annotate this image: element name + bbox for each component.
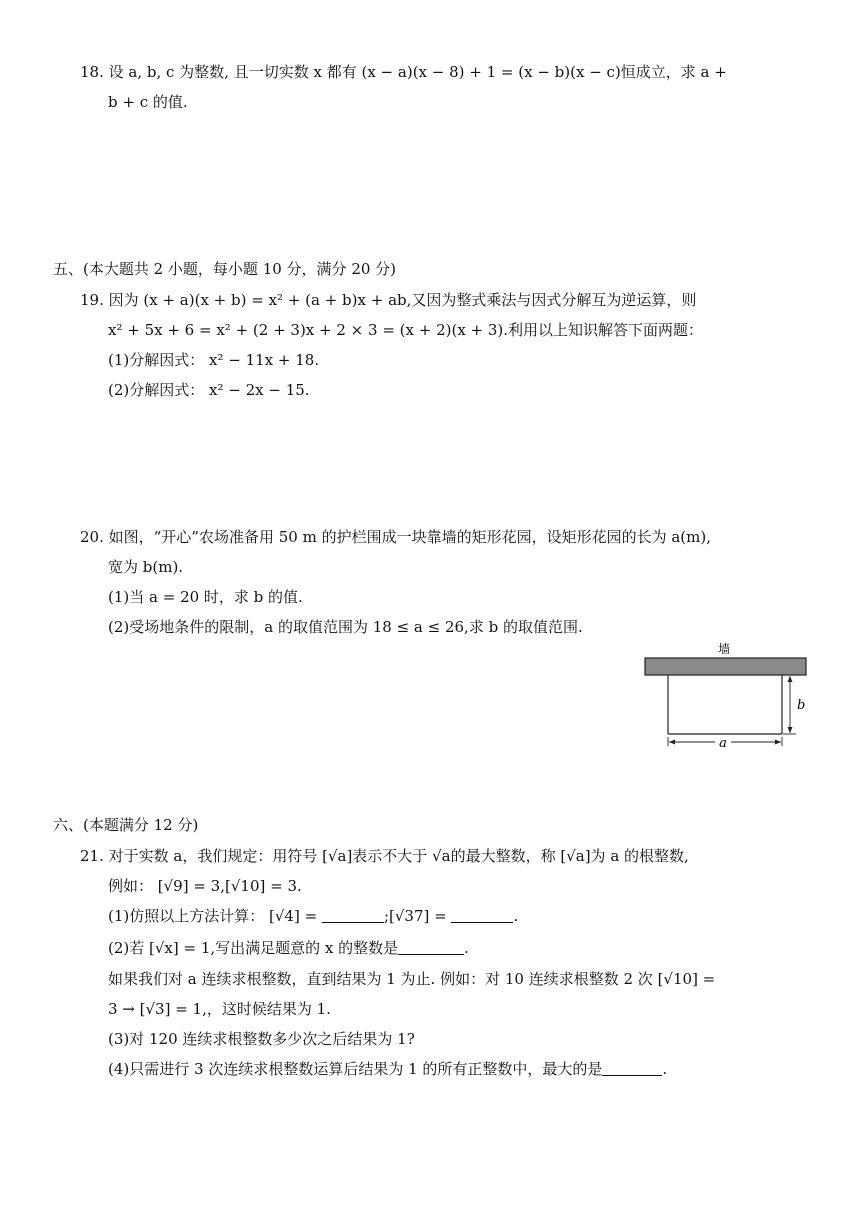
q20-line2: 宽为 b(m).	[108, 558, 184, 576]
q18-line1: 18. 设 a, b, c 为整数, 且一切实数 x 都有 (x − a)(x − 8) + 1 = (x − b)(x − c)恒成立，求 a +	[80, 63, 727, 81]
q19-line2: x² + 5x + 6 = x² + (2 + 3)x + 2 × 3 = (x + 2)(x + 3).利用以上知识解答下面两题：	[108, 321, 704, 339]
q21-para1: 如果我们对 a 连续求根整数，直到结果为 1 为止. 例如：对 10 连续求根整数 2 次 [√10] =	[108, 970, 716, 988]
q21-part1-mid: ;[√37] =	[383, 907, 447, 925]
q21-part1-end: .	[513, 907, 519, 925]
a-arrow-right	[775, 740, 781, 745]
section6-heading: 六、(本题满分 12 分)	[53, 816, 199, 834]
q20-part1: (1)当 a = 20 时，求 b 的值.	[108, 588, 303, 606]
q21-part3: (3)对 120 连续求根整数多少次之后结果为 1?	[108, 1030, 415, 1048]
answer-blank-4[interactable]	[602, 1061, 662, 1076]
a-label: a	[719, 736, 727, 750]
q19-part1: (1)分解因式： x² − 11x + 18.	[108, 351, 320, 369]
b-label: b	[797, 698, 806, 713]
q21-part2-text: (2)若 [√x] = 1,写出满足题意的 x 的整数是	[108, 939, 399, 957]
q20-line1: 20. 如图，“开心”农场准备用 50 m 的护栏围成一块靠墙的矩形花园，设矩形花园的长为 a(m),	[80, 528, 711, 546]
wall-label: 墙	[717, 642, 731, 656]
answer-blank-2[interactable]	[451, 908, 513, 923]
answer-blank-1[interactable]	[322, 908, 384, 923]
q21-part2	[108, 938, 469, 958]
b-arrow-up	[788, 676, 793, 682]
garden-figure	[640, 640, 810, 750]
q21-part1	[108, 906, 518, 926]
wall-rect	[645, 658, 806, 675]
a-arrow-left	[669, 740, 675, 745]
q21-part4-text: (4)只需进行 3 次连续求根整数运算后结果为 1 的所有正整数中，最大的是	[108, 1060, 603, 1078]
section5-heading: 五、(本大题共 2 小题，每小题 10 分，满分 20 分)	[53, 260, 397, 278]
q21-part2-end: .	[464, 939, 469, 957]
q21-line2: 例如： [√9] = 3,[√10] = 3.	[108, 877, 302, 895]
q18-line2: b + c 的值.	[108, 93, 188, 111]
q21-part4	[108, 1059, 667, 1079]
q21-part1-text: (1)仿照以上方法计算： [√4] =	[108, 907, 318, 925]
answer-blank-3[interactable]	[398, 940, 464, 955]
q21-part4-end: .	[662, 1060, 668, 1078]
q21-line1: 21. 对于实数 a，我们规定：用符号 [√a]表示不大于 √a的最大整数，称 [√a]为 a 的根整数,	[80, 847, 689, 865]
q20-part2: (2)受场地条件的限制，a 的取值范围为 18 ≤ a ≤ 26,求 b 的取值范围.	[108, 618, 583, 636]
q19-part2: (2)分解因式： x² − 2x − 15.	[108, 381, 310, 399]
b-arrow-down	[788, 727, 793, 733]
q21-para2: 3 → [√3] = 1,，这时候结果为 1.	[108, 1000, 331, 1018]
q19-line1: 19. 因为 (x + a)(x + b) = x² + (a + b)x + ab,又因为整式乘法与因式分解互为逆运算，则	[80, 291, 697, 309]
